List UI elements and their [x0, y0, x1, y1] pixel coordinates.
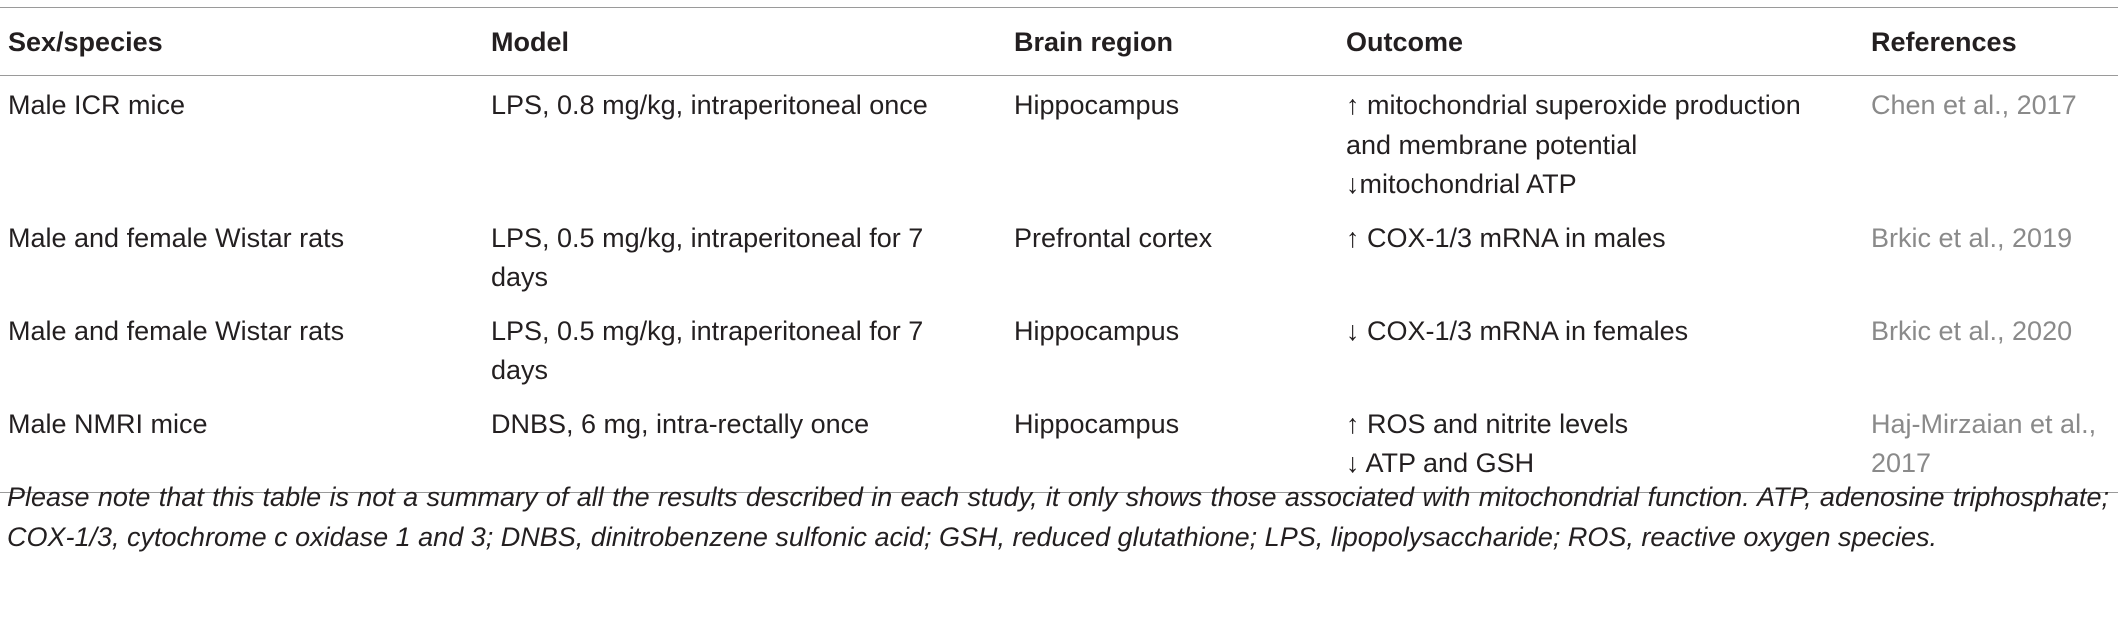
reference-link[interactable]: Brkic et al., 2019 [1871, 222, 2073, 253]
reference-link[interactable]: Haj-Mirzaian et al., 2017 [1871, 408, 2097, 478]
table-row [0, 302, 2118, 395]
table-header [0, 8, 2118, 76]
cell-species: Male ICR mice [8, 90, 186, 120]
outcome-line: ↓ COX-1/3 mRNA in females [1346, 315, 1689, 346]
cell-model: LPS, 0.5 mg/kg, intraperitoneal for 7 days [491, 222, 924, 292]
table-body [0, 76, 2118, 493]
cell-model: LPS, 0.5 mg/kg, intraperitoneal for 7 days [491, 315, 924, 385]
cell-outcome [1338, 302, 1863, 395]
outcome-line: ↑ COX-1/3 mRNA in males [1346, 222, 1666, 253]
outcome-line: ↑ ROS and nitrite levels [1346, 408, 1629, 439]
cell-model: LPS, 0.8 mg/kg, intraperitoneal once [491, 90, 928, 120]
cell-species: Male and female Wistar rats [8, 315, 345, 346]
header-model: Model [491, 27, 569, 57]
cell-species: Male NMRI mice [8, 408, 208, 439]
outcome-line: ↑ mitochondrial superoxide production and membrane potential [1346, 90, 1801, 160]
results-table [0, 7, 2118, 493]
cell-region: Hippocampus [1014, 90, 1180, 120]
header-brain-region: Brain region [1014, 27, 1174, 57]
cell-outcome [1338, 209, 1863, 302]
outcome-line: ↓mitochondrial ATP [1346, 169, 1577, 199]
header-row [0, 8, 2118, 76]
table-row [0, 76, 2118, 209]
cell-outcome [1338, 76, 1863, 209]
header-references: References [1871, 27, 2017, 57]
cell-species: Male and female Wistar rats [8, 222, 345, 253]
table-footnote: Please note that this table is not a summary of all the results described in each study, it only shows those associated with mitochondrial function. ATP, adenosine triphosphate; COX-1/3, cytochrome c oxidase 1 and 3; DNBS, dinitrobenzene sulfonic acid; GSH, reduced glutathione; LPS, lipopolysaccharide; ROS, reactive oxygen species. [7, 482, 2109, 552]
reference-link[interactable]: Chen et al., 2017 [1871, 90, 2077, 120]
table-row [0, 209, 2118, 302]
cell-region: Hippocampus [1014, 408, 1180, 439]
cell-region: Prefrontal cortex [1014, 222, 1213, 253]
cell-model: DNBS, 6 mg, intra-rectally once [491, 408, 870, 439]
outcome-line: ↓ ATP and GSH [1346, 448, 1535, 478]
cell-region: Hippocampus [1014, 315, 1180, 346]
results-table-container [0, 7, 2118, 493]
reference-link[interactable]: Brkic et al., 2020 [1871, 315, 2073, 346]
header-outcome: Outcome [1346, 27, 1464, 57]
header-sex-species: Sex/species [8, 27, 163, 57]
